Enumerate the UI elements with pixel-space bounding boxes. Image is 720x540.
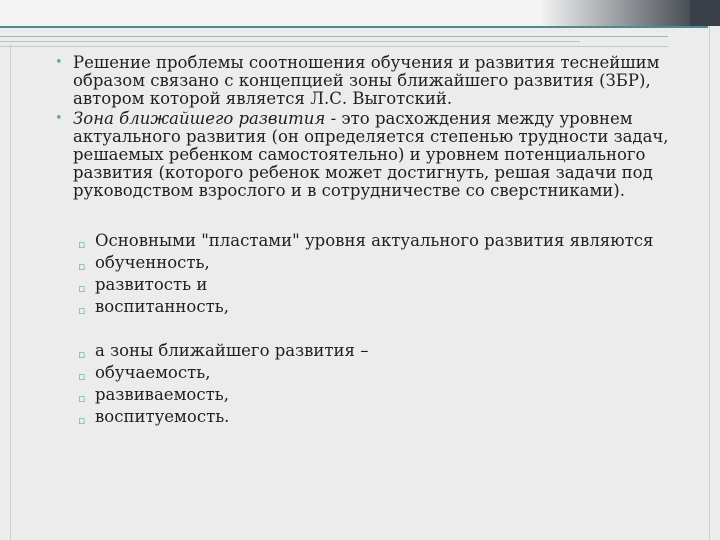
sub-list-item: ▫ а зоны ближайшего развития – — [78, 342, 700, 360]
sub-list-item: ▫ развиваемость, — [78, 386, 700, 404]
square-bullet-icon: ▫ — [78, 304, 86, 317]
bullet-text: - это расхождения между уровнем актуального развития (он определяется степенью трудности задач, решаемых ребенком самостоятельно) и уровнем потенциального развития (которого ребенок может достигнуть, решая задачи под руководством взрослого и в сотрудничестве со сверстниками). — [73, 109, 669, 200]
bullet-dot-icon: • — [55, 55, 63, 70]
decor-line-3 — [0, 46, 668, 47]
sub-list-item: ▫ обучаемость, — [78, 364, 700, 382]
square-bullet-icon: ▫ — [78, 282, 86, 295]
decor-line-1 — [0, 36, 668, 37]
square-bullet-icon: ▫ — [78, 392, 86, 405]
bullet-term: Зона ближайшего развития — [73, 109, 326, 128]
accent-rule — [0, 26, 708, 28]
header-corner-block — [690, 0, 720, 26]
square-bullet-icon: ▫ — [78, 348, 86, 361]
right-border-line — [709, 26, 710, 540]
bullet-item — [55, 54, 700, 108]
bullet-dot-icon: • — [55, 111, 63, 126]
header-band-gradient — [0, 0, 720, 26]
bullet-item — [55, 110, 700, 200]
square-bullet-icon: ▫ — [78, 414, 86, 427]
bullet-text: Решение проблемы соотношения обучения и развития теснейшим образом связано с концепцией зоны ближайшего развития (ЗБР), автором которой является Л.С. Выготский. — [73, 53, 660, 108]
square-bullet-icon: ▫ — [78, 238, 86, 251]
sub-list-item: ▫ обученность, — [78, 254, 700, 272]
slide-body — [55, 54, 700, 430]
sub-list-item: ▫ развитость и — [78, 276, 700, 294]
sub-list-item: ▫ воспитанность, — [78, 298, 700, 316]
decor-line-2 — [0, 41, 580, 42]
sub-list-item: ▫ Основными "пластами" уровня актуального развития являются — [78, 232, 700, 250]
left-border-line — [10, 44, 11, 540]
sub-list — [55, 232, 700, 426]
square-bullet-icon: ▫ — [78, 370, 86, 383]
square-bullet-icon: ▫ — [78, 260, 86, 273]
sub-list-item: ▫ воспитуемость. — [78, 408, 700, 426]
